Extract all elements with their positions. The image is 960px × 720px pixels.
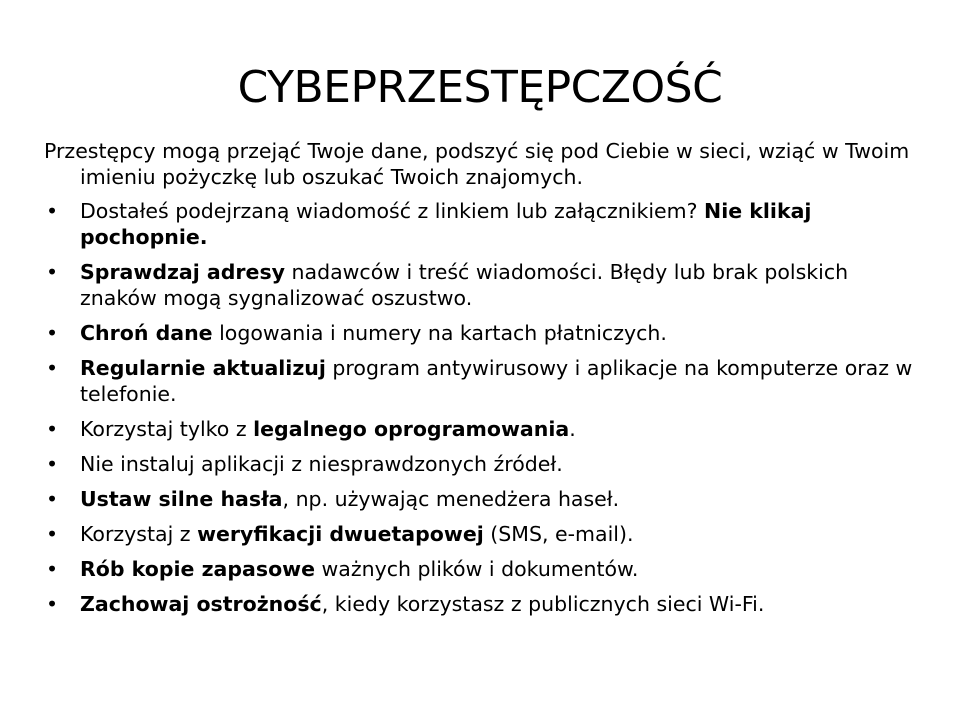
list-item (44, 320, 924, 346)
slide-body (44, 138, 924, 626)
list-item (44, 416, 924, 442)
list-item (44, 355, 924, 407)
item-text: Korzystaj z (80, 522, 198, 546)
item-text: . (569, 417, 576, 441)
list-item (44, 451, 924, 477)
tips-list (44, 198, 924, 617)
bullet-icon: • (46, 557, 59, 581)
item-bold-text: Sprawdzaj adresy (80, 260, 286, 284)
item-text: logowania i numery na kartach płatniczych. (212, 321, 667, 345)
bullet-icon: • (46, 487, 59, 511)
bullet-icon: • (46, 260, 59, 284)
item-bold-text: weryfikacji dwuetapowej (197, 522, 484, 546)
item-bold-text: Regularnie aktualizuj (80, 356, 326, 380)
item-text: Dostałeś podejrzaną wiadomość z linkiem lub załącznikiem? (80, 199, 705, 223)
bullet-icon: • (46, 199, 59, 223)
list-item (44, 259, 924, 311)
item-text: program antywirusowy i aplikacje na komputerze oraz w telefonie. (80, 356, 913, 406)
list-item (44, 556, 924, 582)
item-text: ważnych plików i dokumentów. (315, 557, 639, 581)
slide-title: CYBEPRZESTĘPCZOŚĆ (237, 62, 723, 113)
item-text: nadawców i treść wiadomości. Błędy lub brak polskich znaków mogą sygnalizować oszustwo. (80, 260, 849, 310)
item-bold-text: Zachowaj ostrożność (80, 592, 322, 616)
item-bold-text: Chroń dane (80, 321, 213, 345)
item-bold-text: Ustaw silne hasła (80, 487, 283, 511)
bullet-icon: • (46, 592, 59, 616)
bullet-icon: • (46, 356, 59, 380)
list-item (44, 521, 924, 547)
bullet-icon: • (46, 321, 59, 345)
intro-paragraph: Przestępcy mogą przejąć Twoje dane, podszyć się pod Ciebie w sieci, wziąć w Twoim imieniu pożyczkę lub oszukać Twoich znajomych. (44, 139, 910, 189)
list-item (44, 486, 924, 512)
item-bold-text: Nie klikaj pochopnie. (80, 199, 812, 249)
list-item (44, 591, 924, 617)
item-text: , np. używając menedżera haseł. (282, 487, 620, 511)
item-bold-text: legalnego oprogramowania (253, 417, 570, 441)
bullet-icon: • (46, 452, 59, 476)
bullet-icon: • (46, 417, 59, 441)
list-item (44, 198, 924, 250)
item-text: Nie instaluj aplikacji z niesprawdzonych źródeł. (80, 452, 563, 476)
item-text: Korzystaj tylko z (80, 417, 254, 441)
item-bold-text: Rób kopie zapasowe (80, 557, 315, 581)
bullet-icon: • (46, 522, 59, 546)
item-text: (SMS, e-mail). (483, 522, 634, 546)
item-text: , kiedy korzystasz z publicznych sieci Wi-Fi. (321, 592, 765, 616)
